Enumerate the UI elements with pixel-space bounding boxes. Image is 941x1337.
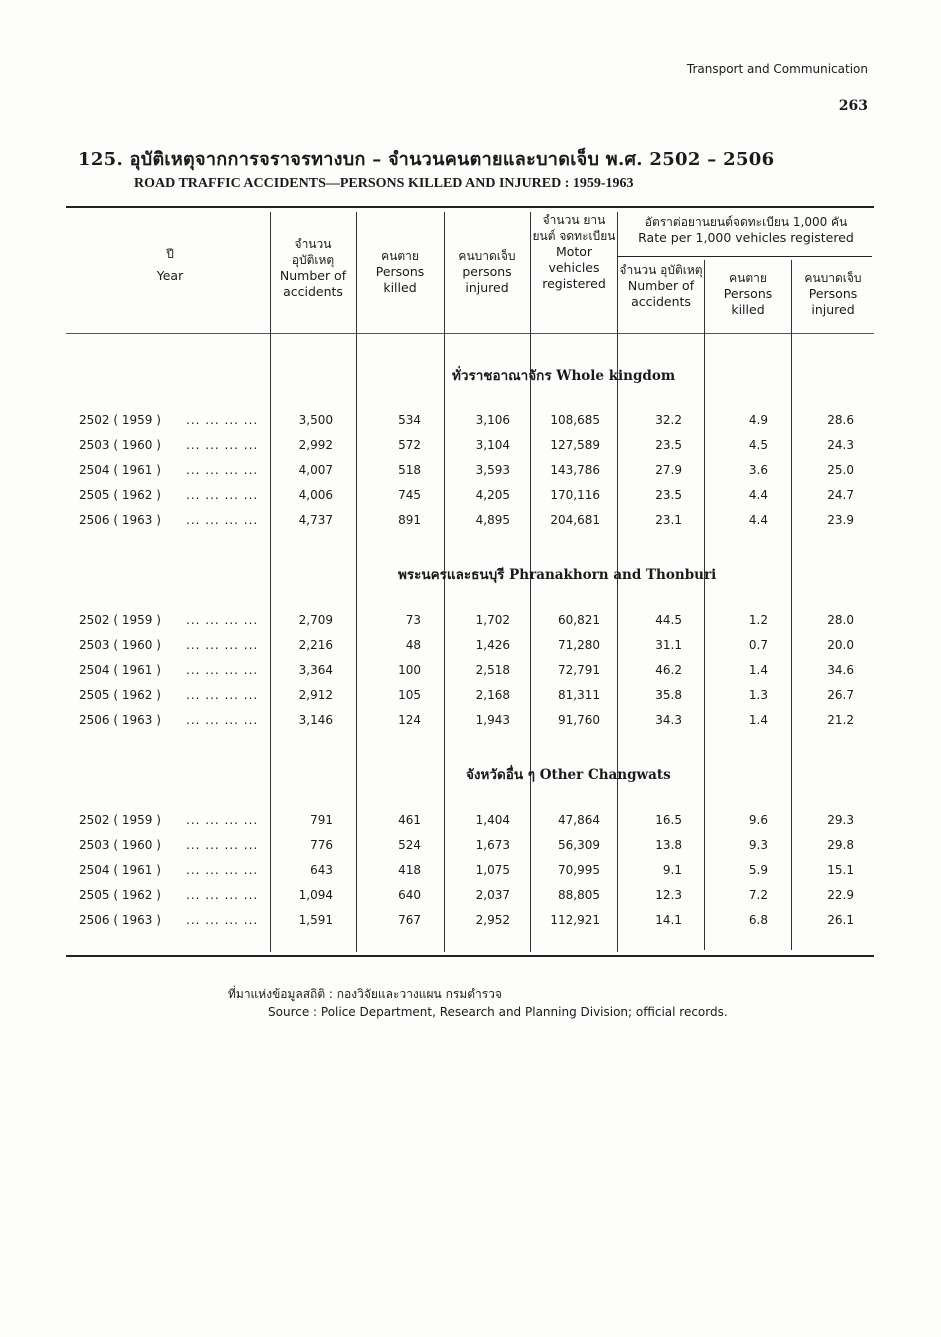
vehicles-cell: 127,589 <box>550 438 600 452</box>
injured-cell: 1,673 <box>475 838 510 852</box>
rate-injured-cell: 20.0 <box>827 638 854 652</box>
vehicles-cell: 81,311 <box>558 688 600 702</box>
killed-cell: 461 <box>398 813 421 827</box>
accidents-cell: 2,709 <box>298 613 333 627</box>
accidents-cell: 2,912 <box>298 688 333 702</box>
vehicles-cell: 91,760 <box>558 713 600 727</box>
vehicles-cell: 72,791 <box>558 663 600 677</box>
rate-injured-cell: 24.7 <box>827 488 854 502</box>
header-rate-thai: อัตราต่อยานยนต์จดทะเบียน 1,000 คัน <box>644 215 848 229</box>
injured-cell: 2,952 <box>475 913 510 927</box>
rate-injured-cell: 24.3 <box>827 438 854 452</box>
vehicles-cell: 71,280 <box>558 638 600 652</box>
vehicles-cell: 88,805 <box>558 888 600 902</box>
leader-dots: ... ... ... ... <box>186 813 259 827</box>
year-cell: 2505 ( 1962 ) <box>79 688 161 702</box>
injured-cell: 1,943 <box>475 713 510 727</box>
rate-injured-cell: 23.9 <box>827 513 854 527</box>
header-killed <box>358 248 442 296</box>
section-title: ทั่วราชอาณาจักร Whole kingdom <box>452 368 676 384</box>
table-row <box>0 688 941 708</box>
accidents-cell: 776 <box>310 838 333 852</box>
header-vehicles-thai: จำนวน ยานยนต์ จดทะเบียน <box>532 213 616 243</box>
rate-injured-cell: 26.7 <box>827 688 854 702</box>
accidents-cell: 4,737 <box>298 513 333 527</box>
killed-cell: 124 <box>398 713 421 727</box>
accidents-cell: 4,006 <box>298 488 333 502</box>
rate-accidents-cell: 31.1 <box>655 638 682 652</box>
header-rate-killed <box>706 270 790 318</box>
killed-cell: 891 <box>398 513 421 527</box>
injured-cell: 4,205 <box>475 488 510 502</box>
injured-cell: 3,106 <box>475 413 510 427</box>
leader-dots: ... ... ... ... <box>186 413 259 427</box>
rate-subheader-rule <box>618 256 872 257</box>
accidents-cell: 643 <box>310 863 333 877</box>
year-cell: 2503 ( 1960 ) <box>79 438 161 452</box>
vehicles-cell: 56,309 <box>558 838 600 852</box>
year-cell: 2502 ( 1959 ) <box>79 813 161 827</box>
leader-dots: ... ... ... ... <box>186 863 259 877</box>
accidents-cell: 4,007 <box>298 463 333 477</box>
killed-cell: 105 <box>398 688 421 702</box>
table-row <box>0 413 941 433</box>
year-cell: 2504 ( 1961 ) <box>79 863 161 877</box>
killed-cell: 418 <box>398 863 421 877</box>
table-row <box>0 438 941 458</box>
bottom-rule <box>66 955 874 957</box>
leader-dots: ... ... ... ... <box>186 713 259 727</box>
table-row <box>0 488 941 508</box>
vehicles-cell: 60,821 <box>558 613 600 627</box>
header-year-thai: ปี <box>166 247 174 261</box>
table-title-thai: 125. อุบัติเหตุจากการจราจรทางบก – จำนวนคนตายและบาดเจ็บ พ.ศ. 2502 – 2506 <box>78 149 775 170</box>
vehicles-cell: 143,786 <box>550 463 600 477</box>
rate-injured-cell: 34.6 <box>827 663 854 677</box>
rate-injured-cell: 21.2 <box>827 713 854 727</box>
accidents-cell: 1,591 <box>298 913 333 927</box>
header-year <box>120 246 220 284</box>
rate-accidents-cell: 23.1 <box>655 513 682 527</box>
header-accidents-thai: จำนวน อุบัติเหตุ <box>291 237 335 267</box>
table-row <box>0 638 941 658</box>
injured-cell: 2,037 <box>475 888 510 902</box>
rate-accidents-cell: 12.3 <box>655 888 682 902</box>
header-year-english: Year <box>156 268 184 283</box>
injured-cell: 2,168 <box>475 688 510 702</box>
year-cell: 2503 ( 1960 ) <box>79 638 161 652</box>
rate-accidents-cell: 23.5 <box>655 488 682 502</box>
vehicles-cell: 47,864 <box>558 813 600 827</box>
injured-cell: 1,426 <box>475 638 510 652</box>
killed-cell: 745 <box>398 488 421 502</box>
injured-cell: 2,518 <box>475 663 510 677</box>
rate-injured-cell: 29.3 <box>827 813 854 827</box>
leader-dots: ... ... ... ... <box>186 463 259 477</box>
year-cell: 2502 ( 1959 ) <box>79 613 161 627</box>
killed-cell: 572 <box>398 438 421 452</box>
rate-injured-cell: 28.0 <box>827 613 854 627</box>
top-rule <box>66 206 874 208</box>
injured-cell: 1,404 <box>475 813 510 827</box>
table-row <box>0 888 941 908</box>
accidents-cell: 3,364 <box>298 663 333 677</box>
killed-cell: 767 <box>398 913 421 927</box>
rate-accidents-cell: 23.5 <box>655 438 682 452</box>
rate-accidents-cell: 16.5 <box>655 813 682 827</box>
header-rate-accidents <box>619 262 703 310</box>
injured-cell: 3,104 <box>475 438 510 452</box>
header-vehicles <box>532 212 616 292</box>
injured-cell: 1,075 <box>475 863 510 877</box>
rate-accidents-cell: 14.1 <box>655 913 682 927</box>
killed-cell: 48 <box>405 638 421 652</box>
rate-injured-cell: 25.0 <box>827 463 854 477</box>
leader-dots: ... ... ... ... <box>186 438 259 452</box>
killed-cell: 524 <box>398 838 421 852</box>
rate-accidents-cell: 13.8 <box>655 838 682 852</box>
rate-killed-cell: 3.6 <box>748 463 768 477</box>
rate-killed-cell: 1.4 <box>748 713 768 727</box>
leader-dots: ... ... ... ... <box>186 838 259 852</box>
rate-killed-cell: 7.2 <box>748 888 768 902</box>
header-rate-killed-thai: คนตาย <box>729 271 767 285</box>
leader-dots: ... ... ... ... <box>186 513 259 527</box>
table-row <box>0 863 941 883</box>
table-row <box>0 813 941 833</box>
rate-killed-cell: 4.4 <box>748 488 768 502</box>
year-cell: 2505 ( 1962 ) <box>79 488 161 502</box>
rate-injured-cell: 22.9 <box>827 888 854 902</box>
table-row <box>0 838 941 858</box>
year-cell: 2504 ( 1961 ) <box>79 663 161 677</box>
header-bottom-rule <box>66 333 874 334</box>
running-header: Transport and Communication <box>686 62 868 76</box>
header-rate-injured <box>793 270 873 318</box>
accidents-cell: 791 <box>310 813 333 827</box>
table-row <box>0 613 941 633</box>
header-vehicles-english: Motor vehicles registered <box>542 244 606 291</box>
injured-cell: 3,593 <box>475 463 510 477</box>
rate-accidents-cell: 35.8 <box>655 688 682 702</box>
rate-killed-cell: 4.9 <box>748 413 768 427</box>
accidents-cell: 1,094 <box>298 888 333 902</box>
rate-killed-cell: 0.7 <box>748 638 768 652</box>
header-killed-english: Persons killed <box>375 264 425 295</box>
header-accidents-english: Number of accidents <box>279 268 347 299</box>
rate-accidents-cell: 27.9 <box>655 463 682 477</box>
table-title-english: ROAD TRAFFIC ACCIDENTS—PERSONS KILLED AND INJURED : 1959-1963 <box>134 176 634 191</box>
section-title: พระนครและธนบุรี Phranakhorn and Thonburi <box>398 567 717 583</box>
rate-accidents-cell: 44.5 <box>655 613 682 627</box>
killed-cell: 73 <box>405 613 421 627</box>
rate-accidents-cell: 34.3 <box>655 713 682 727</box>
killed-cell: 640 <box>398 888 421 902</box>
year-cell: 2506 ( 1963 ) <box>79 713 161 727</box>
source-note-english: Source : Police Department, Research and Planning Division; official records. <box>268 1005 728 1019</box>
table-row <box>0 913 941 933</box>
rate-killed-cell: 4.4 <box>748 513 768 527</box>
leader-dots: ... ... ... ... <box>186 888 259 902</box>
leader-dots: ... ... ... ... <box>186 913 259 927</box>
accidents-cell: 3,500 <box>298 413 333 427</box>
rate-accidents-cell: 32.2 <box>655 413 682 427</box>
year-cell: 2502 ( 1959 ) <box>79 413 161 427</box>
header-injured <box>446 248 528 296</box>
vehicles-cell: 70,995 <box>558 863 600 877</box>
leader-dots: ... ... ... ... <box>186 638 259 652</box>
rate-killed-cell: 6.8 <box>748 913 768 927</box>
header-rate <box>620 214 872 246</box>
table-row <box>0 663 941 683</box>
accidents-cell: 2,992 <box>298 438 333 452</box>
rate-injured-cell: 26.1 <box>827 913 854 927</box>
year-cell: 2506 ( 1963 ) <box>79 913 161 927</box>
killed-cell: 534 <box>398 413 421 427</box>
year-cell: 2505 ( 1962 ) <box>79 888 161 902</box>
injured-cell: 1,702 <box>475 613 510 627</box>
rate-killed-cell: 1.2 <box>748 613 768 627</box>
header-rate-english: Rate per 1,000 vehicles registered <box>638 230 854 245</box>
vehicles-cell: 112,921 <box>550 913 600 927</box>
rate-killed-cell: 9.6 <box>748 813 768 827</box>
source-note-thai: ที่มาแห่งข้อมูลสถิติ : กองวิจัยและวางแผน กรมตำรวจ <box>228 987 502 1001</box>
table-row <box>0 713 941 733</box>
page-number: 263 <box>838 98 868 114</box>
section-title: จังหวัดอื่น ๆ Other Changwats <box>466 767 671 783</box>
year-cell: 2504 ( 1961 ) <box>79 463 161 477</box>
header-injured-english: persons injured <box>462 264 512 295</box>
year-cell: 2503 ( 1960 ) <box>79 838 161 852</box>
header-rate-injured-thai: คนบาดเจ็บ <box>804 271 862 285</box>
rate-killed-cell: 4.5 <box>748 438 768 452</box>
year-cell: 2506 ( 1963 ) <box>79 513 161 527</box>
vehicles-cell: 108,685 <box>550 413 600 427</box>
rate-killed-cell: 1.3 <box>748 688 768 702</box>
rate-injured-cell: 15.1 <box>827 863 854 877</box>
rate-injured-cell: 28.6 <box>827 413 854 427</box>
header-rate-injured-english: Persons injured <box>808 286 858 317</box>
killed-cell: 518 <box>398 463 421 477</box>
killed-cell: 100 <box>398 663 421 677</box>
rate-killed-cell: 1.4 <box>748 663 768 677</box>
leader-dots: ... ... ... ... <box>186 488 259 502</box>
vehicles-cell: 204,681 <box>550 513 600 527</box>
header-rate-accidents-thai: จำนวน อุบัติเหตุ <box>619 263 703 277</box>
header-killed-thai: คนตาย <box>381 249 419 263</box>
leader-dots: ... ... ... ... <box>186 688 259 702</box>
leader-dots: ... ... ... ... <box>186 663 259 677</box>
table-row <box>0 513 941 533</box>
leader-dots: ... ... ... ... <box>186 613 259 627</box>
header-rate-accidents-english: Number of accidents <box>627 278 695 309</box>
header-rate-killed-english: Persons killed <box>723 286 773 317</box>
accidents-cell: 2,216 <box>298 638 333 652</box>
header-injured-thai: คนบาดเจ็บ <box>458 249 516 263</box>
vehicles-cell: 170,116 <box>550 488 600 502</box>
table-row <box>0 463 941 483</box>
rate-accidents-cell: 46.2 <box>655 663 682 677</box>
rate-injured-cell: 29.8 <box>827 838 854 852</box>
accidents-cell: 3,146 <box>298 713 333 727</box>
rate-killed-cell: 5.9 <box>748 863 768 877</box>
header-accidents <box>272 236 354 300</box>
rate-killed-cell: 9.3 <box>748 838 768 852</box>
injured-cell: 4,895 <box>475 513 510 527</box>
rate-accidents-cell: 9.1 <box>662 863 682 877</box>
